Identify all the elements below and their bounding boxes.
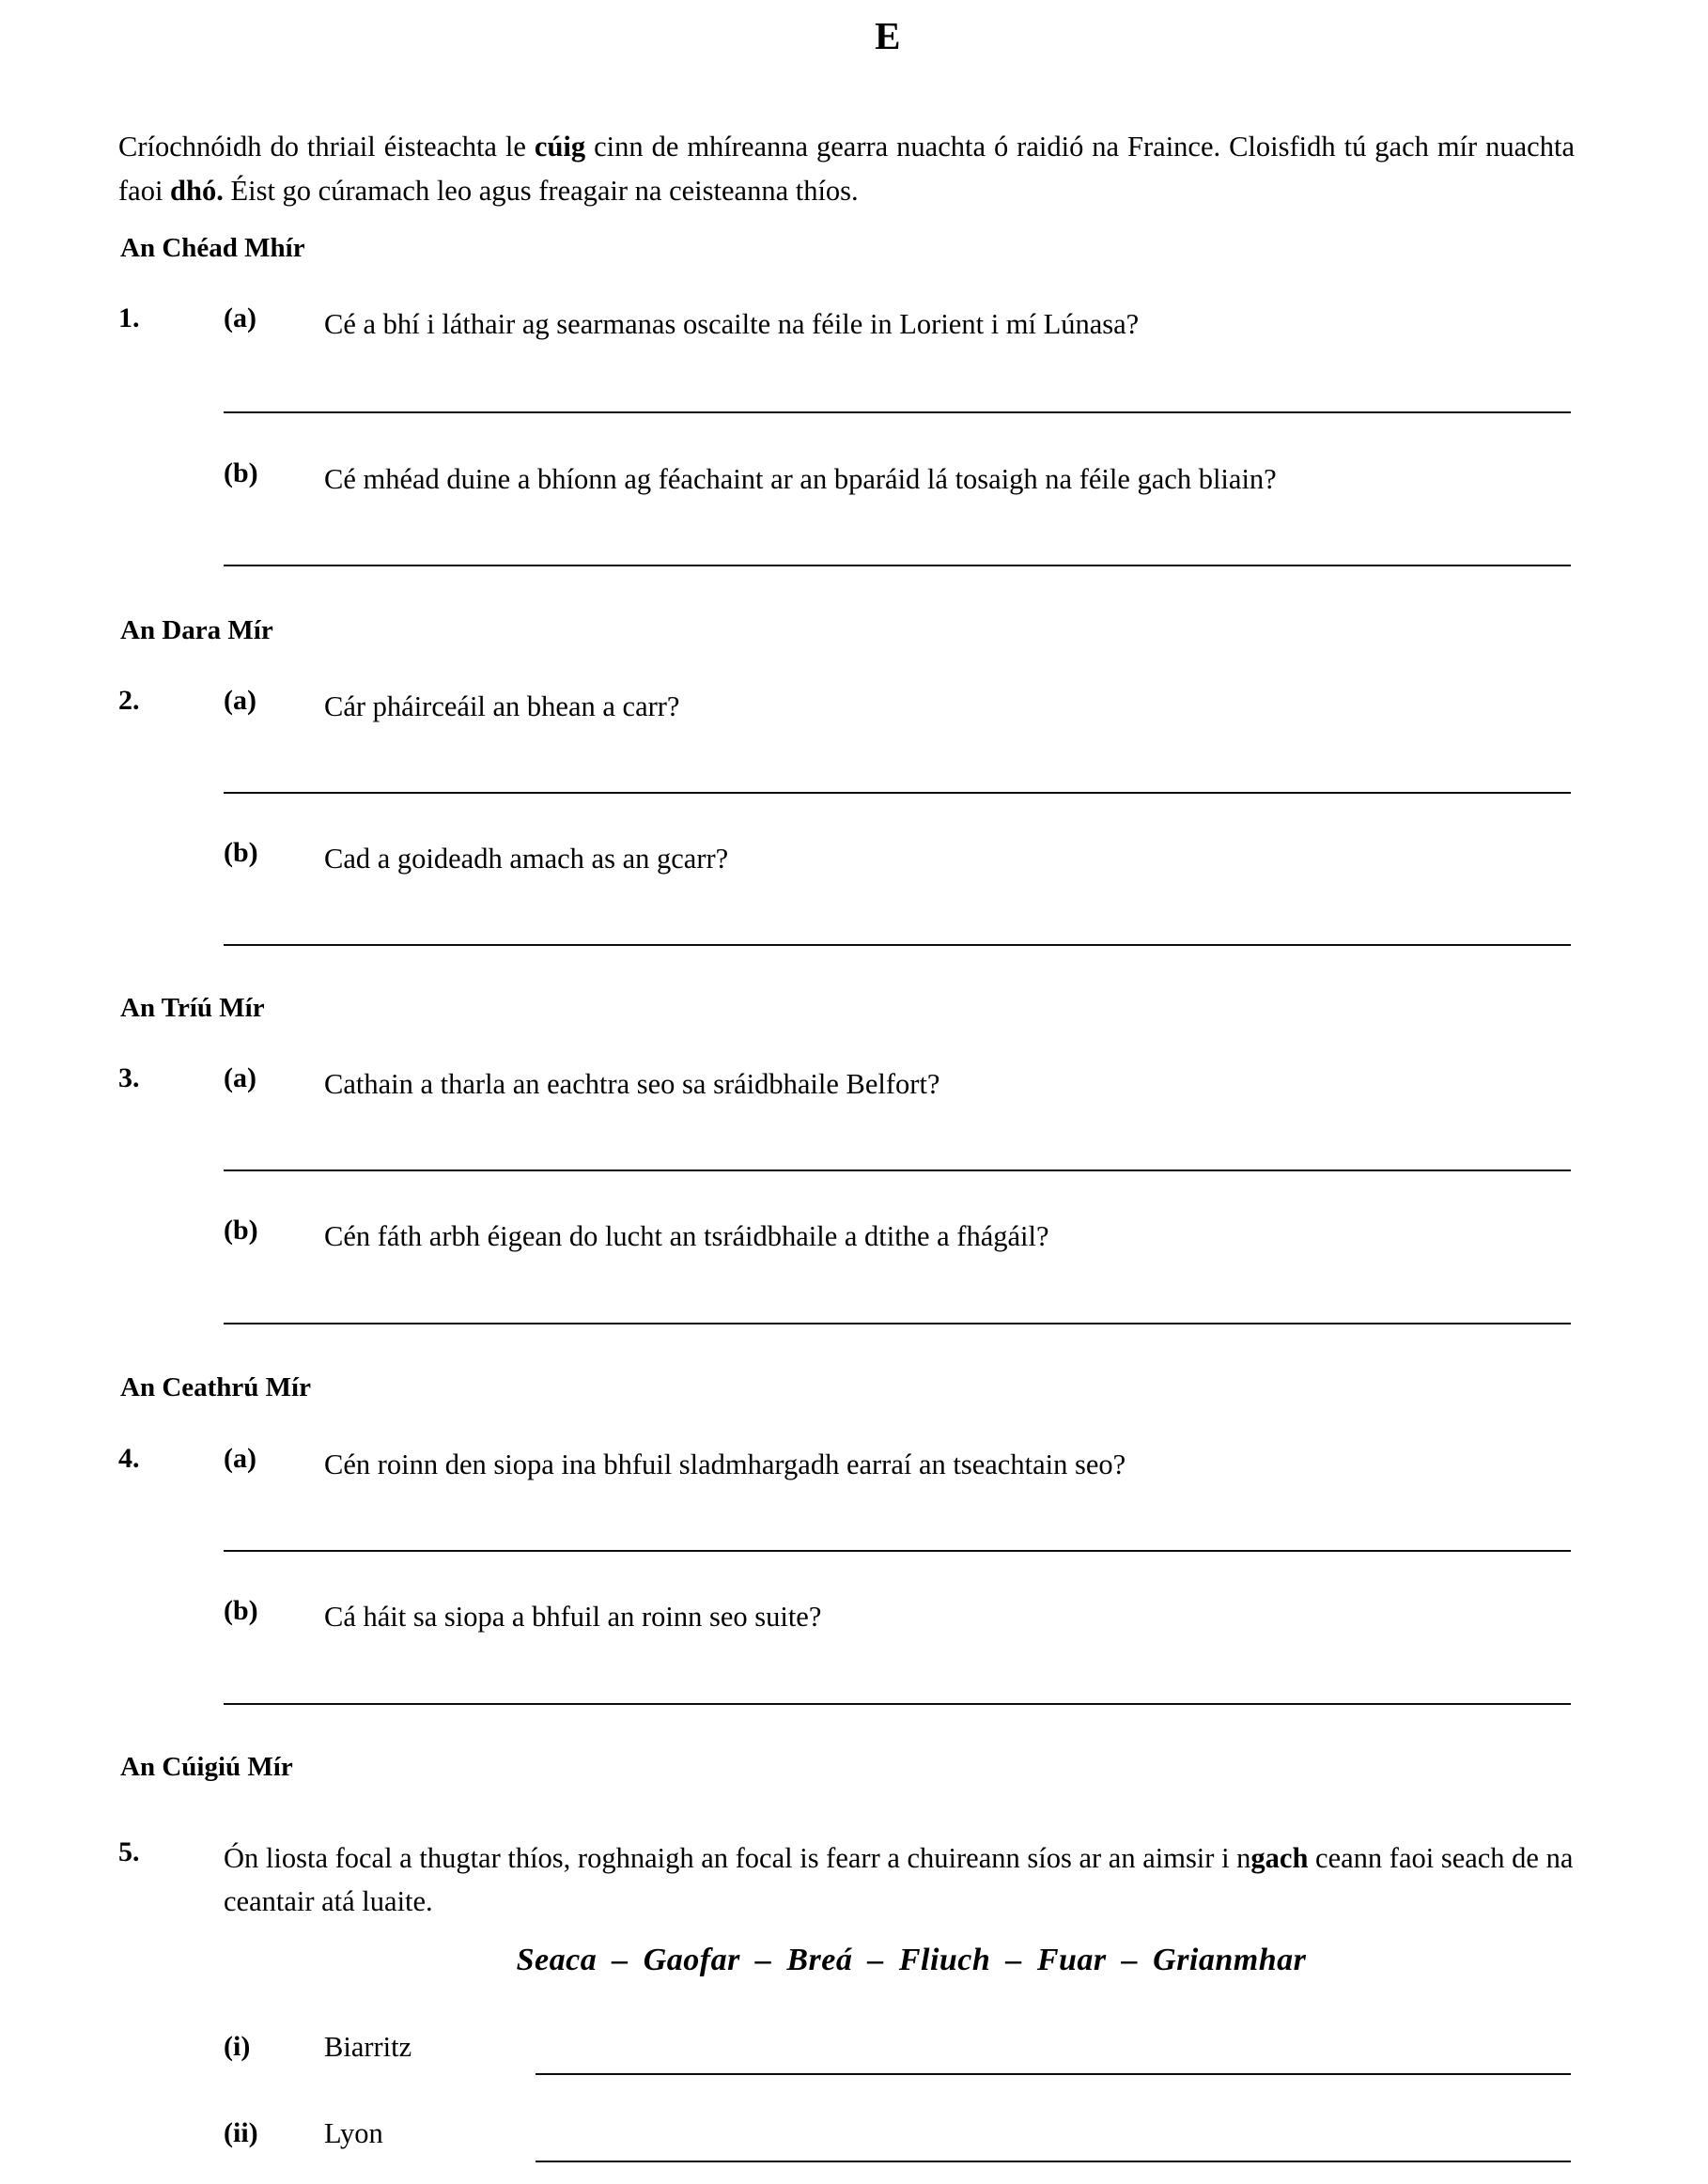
question-number-4: 4. <box>118 1443 140 1474</box>
question-4b-label: (b) <box>224 1595 258 1626</box>
question-5-instruction <box>224 1836 1586 1923</box>
word-option-3: Breá <box>786 1943 853 1977</box>
answer-line-2a[interactable] <box>224 792 1571 794</box>
answer-line-3b[interactable] <box>224 1323 1571 1324</box>
question-number-3: 3. <box>118 1062 140 1093</box>
question-1b-text: Cé mhéad duine a bhíonn ag féachaint ar an bparáid lá tosaigh na féile gach bliain? <box>324 463 1277 495</box>
question-3a-label: (a) <box>224 1062 256 1093</box>
page-title: E <box>875 14 901 57</box>
place-label-i: (i) <box>224 2031 251 2062</box>
q5-text-2: ceann faoi seach de na ceantair atá luaite. <box>224 1842 1574 1917</box>
answer-line-4b[interactable] <box>224 1703 1571 1705</box>
question-4a-label: (a) <box>224 1443 256 1474</box>
place-name-biarritz: Biarritz <box>324 2031 412 2063</box>
word-separator-2: – <box>754 1943 772 1977</box>
word-separator-3: – <box>867 1943 884 1977</box>
answer-line-5i[interactable] <box>536 2073 1571 2075</box>
section-heading-5: An Cúigiú Mír <box>120 1752 293 1782</box>
word-option-6: Grianmhar <box>1153 1943 1307 1977</box>
intro-bold-cuig: cúig <box>534 130 586 163</box>
place-name-lyon: Lyon <box>324 2117 383 2149</box>
intro-bold-dho: dhó. <box>170 174 224 207</box>
question-number-2: 2. <box>118 685 140 716</box>
place-label-ii: (ii) <box>224 2117 258 2148</box>
word-option-5: Fuar <box>1036 1943 1107 1977</box>
answer-line-1b[interactable] <box>224 565 1571 566</box>
question-3b-label: (b) <box>224 1215 258 1246</box>
answer-line-3a[interactable] <box>224 1169 1571 1171</box>
intro-text-1: Críochnóidh do thriail éisteachta le <box>118 130 535 163</box>
section-heading-4: An Ceathrú Mír <box>120 1372 311 1402</box>
question-4a-text: Cén roinn den siopa ina bhfuil sladmhargadh earraí an tseachtain seo? <box>324 1448 1126 1480</box>
question-2b-label: (b) <box>224 837 258 868</box>
q5-bold-gach: gach <box>1250 1842 1309 1874</box>
question-3b-text: Cén fáth arbh éigean do lucht an tsráidbhaile a dtithe a fhágáil? <box>324 1220 1049 1252</box>
word-option-1: Seaca <box>516 1943 598 1977</box>
answer-line-1a[interactable] <box>224 411 1571 413</box>
answer-line-5ii[interactable] <box>536 2161 1571 2162</box>
section-heading-3: An Tríú Mír <box>120 993 265 1023</box>
word-option-4: Fliuch <box>898 1943 991 1977</box>
word-list <box>324 1943 1498 1978</box>
question-2b-text: Cad a goideadh amach as an gcarr? <box>324 843 729 875</box>
intro-text-2: cinn de mhíreanna gearra nuachta ó raidió na Fraince. Cloisfidh tú gach mír nuachta faoi <box>118 130 1575 207</box>
question-number-1: 1. <box>118 302 140 333</box>
word-separator-1: – <box>612 1943 629 1977</box>
question-1a-text: Cé a bhí i láthair ag searmanas oscailte na féile in Lorient i mí Lúnasa? <box>324 308 1140 340</box>
question-2a-text: Cár pháirceáil an bhean a carr? <box>324 690 680 722</box>
question-number-5: 5. <box>118 1836 140 1867</box>
question-4b-text: Cá háit sa siopa a bhfuil an roinn seo suite? <box>324 1601 822 1633</box>
word-separator-4: – <box>1005 1943 1022 1977</box>
answer-line-2b[interactable] <box>224 944 1571 946</box>
word-separator-5: – <box>1121 1943 1139 1977</box>
question-2a-label: (a) <box>224 685 256 716</box>
section-heading-2: An Dara Mír <box>120 615 273 645</box>
question-1b-label: (b) <box>224 457 258 488</box>
section-heading-1: An Chéad Mhír <box>120 233 305 263</box>
question-3a-text: Cathain a tharla an eachtra seo sa sráidbhaile Belfort? <box>324 1068 940 1100</box>
question-1a-label: (a) <box>224 302 256 333</box>
q5-text-1: Ón liosta focal a thugtar thíos, roghnaigh an focal is fearr a chuireann síos ar an aimsir i n <box>224 1842 1251 1874</box>
answer-line-4a[interactable] <box>224 1550 1571 1552</box>
intro-paragraph <box>118 125 1575 213</box>
word-option-2: Gaofar <box>643 1943 740 1977</box>
intro-text-3: Éist go cúramach leo agus freagair na ceisteanna thíos. <box>223 174 859 207</box>
